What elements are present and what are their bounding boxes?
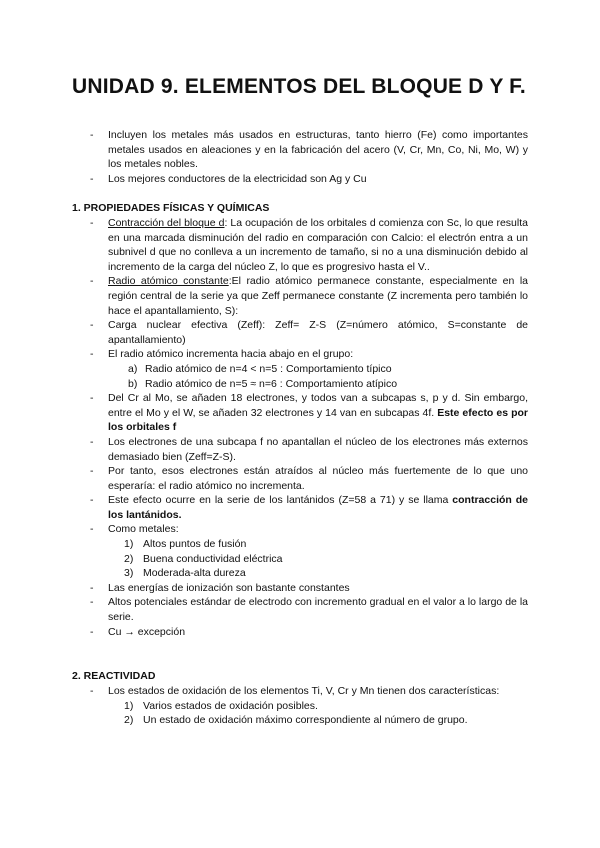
radio-sublist xyxy=(108,362,528,391)
oxidacion-item-1-marker: 1) xyxy=(124,699,134,712)
reactividad-list xyxy=(90,684,528,728)
section-heading-propiedades: 1. PROPIEDADES FÍSICAS Y QUÍMICAS xyxy=(72,202,270,214)
oxidacion-item-2-text: Un estado de oxidación máximo correspondiente al número de grupo. xyxy=(143,714,468,727)
item-por-tanto: - Por tanto, esos electrones están atraídos al núcleo más fuertemente de lo que uno esperaría: el radio atómico no incrementa. xyxy=(90,464,528,493)
propiedades-list xyxy=(90,216,528,639)
item-cr-mo xyxy=(90,391,528,435)
item-subcapa-f: - Los electrones de una subcapa f no apantallan el núcleo de los electrones más externos demasiado bien (Zeff=Z-S). xyxy=(90,435,528,464)
metal-item-3-text: Moderada-alta dureza xyxy=(143,567,246,580)
metal-item-3 xyxy=(124,566,528,581)
item-radio-constante xyxy=(90,274,528,318)
item-carga-nuclear: - Carga nuclear efectiva (Zeff): Zeff= Z-S (Z=número atómico, S=constante de apantallamiento) xyxy=(90,318,528,347)
bold-contraccion-lantanidos: contracción de los lantánidos. xyxy=(108,494,529,521)
text-estados-oxidacion: Los estados de oxidación de los elementos Ti, V, Cr y Mn tienen dos características: xyxy=(108,685,500,697)
oxidacion-item-1 xyxy=(124,699,528,714)
subitem-b xyxy=(128,377,528,392)
metal-item-2-text: Buena conductividad eléctrica xyxy=(143,552,283,565)
subitem-b-marker: b) xyxy=(128,377,138,390)
item-radio-incrementa xyxy=(90,347,528,391)
metal-item-2-marker: 2) xyxy=(124,552,134,565)
term-contraccion-bloque-d: Contracción del bloque d xyxy=(108,217,225,229)
item-potenciales: - Altos potenciales estándar de electrodo con incremento gradual en el valor a lo largo de la serie. xyxy=(90,595,528,624)
page-title: UNIDAD 9. ELEMENTOS DEL BLOQUE D Y F. xyxy=(72,75,526,98)
text-radio-incrementa: El radio atómico incrementa hacia abajo en el grupo: xyxy=(108,348,354,361)
term-radio-constante: Radio atómico constante xyxy=(108,275,229,288)
item-contraccion-bloque-d xyxy=(90,216,528,274)
text-radio-constante: :El radio atómico permanece constante, especialmente en la región central de la serie ya que Zeff permanece constante (Z incrementa pero también lo hace el apantallamiento, S): xyxy=(108,275,528,317)
text-contraccion-bloque-d: : La ocupación de los orbitales d comienza con Sc, lo que resulta en una marcada disminución del radio en comparación con Calcio: el electrón entra a un subnivel d que no conlleva a un incremento de tamaño, si no a una disminución debido al incremento de la carga del núcleo Z, lo que es progresivo hasta el V.. xyxy=(108,217,528,273)
item-estados-oxidacion xyxy=(90,684,528,728)
intro-item-conductores: - Los mejores conductores de la electricidad son Ag y Cu xyxy=(90,172,528,187)
metales-sublist xyxy=(108,537,528,581)
section-reactividad xyxy=(72,669,528,728)
metal-item-1-text: Altos puntos de fusión xyxy=(143,538,247,551)
oxidacion-item-2 xyxy=(124,713,528,728)
intro-item-metales: - Incluyen los metales más usados en estructuras, tanto hierro (Fe) como importantes metales usados en aleaciones y en la fabricación del acero (V, Cr, Mn, Co, Ni, Mo, W) y los metales nobles. xyxy=(90,128,528,172)
metal-item-1 xyxy=(124,537,528,552)
subitem-a-marker: a) xyxy=(128,362,138,375)
text-efecto: Este efecto ocurre en la serie de los lantánidos (Z=58 a 71) y se llama xyxy=(108,494,449,507)
oxidacion-item-1-text: Varios estados de oxidación posibles. xyxy=(143,699,318,712)
metal-item-3-marker: 3) xyxy=(124,567,134,580)
text-como-metales: Como metales: xyxy=(108,523,179,536)
metal-item-1-marker: 1) xyxy=(124,538,134,551)
bold-orbitales-f: Este efecto es por los orbitales f xyxy=(108,406,528,434)
oxidacion-sublist xyxy=(108,699,528,728)
item-como-metales xyxy=(90,522,528,580)
section-propiedades xyxy=(72,201,528,639)
section-heading-reactividad: 2. REACTIVIDAD xyxy=(72,670,156,682)
subitem-a-text: Radio atómico de n=4 < n=5 : Comportamiento típico xyxy=(145,362,392,375)
text-cr-mo: Del Cr al Mo, se añaden 18 electrones, y todos van a subcapas s, p y d. Sin embargo, entre el Mo y el W, se añaden 32 electrones y 14 van en subcapas 4f. xyxy=(108,392,528,419)
intro-list xyxy=(90,128,528,186)
item-cu-excepcion: - Cu → excepción xyxy=(90,625,528,640)
metal-item-2 xyxy=(124,552,528,567)
subitem-a xyxy=(128,362,528,377)
oxidacion-item-2-marker: 2) xyxy=(124,714,134,727)
item-efecto-lantanidos xyxy=(90,493,528,522)
subitem-b-text: Radio atómico de n=5 ≈ n=6 : Comportamiento atípico xyxy=(145,377,398,390)
item-energias-ionizacion: - Las energías de ionización son bastante constantes xyxy=(90,581,528,596)
